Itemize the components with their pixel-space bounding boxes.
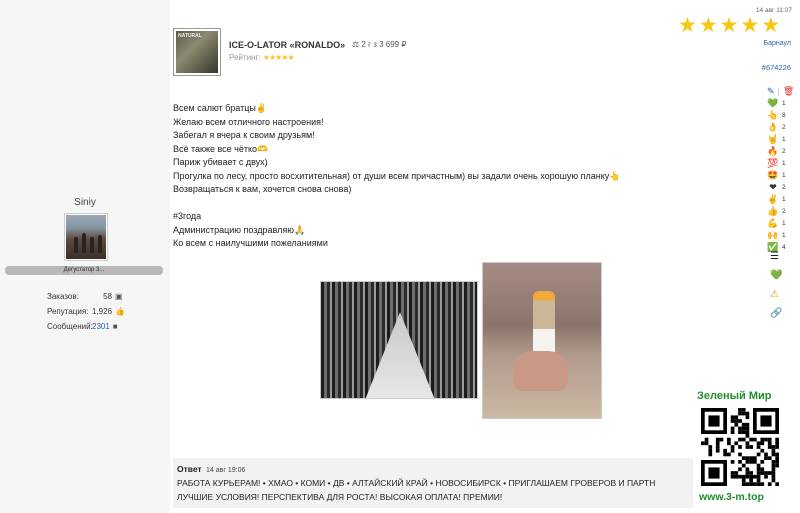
- promo-url: www.3-m.top: [699, 491, 764, 503]
- reaction-count: 1: [782, 159, 786, 167]
- reply-block: [173, 458, 693, 508]
- author-panel: [0, 0, 170, 513]
- reaction-item[interactable]: [767, 133, 794, 145]
- message-line: Желаю всем отличного настроения!: [173, 116, 324, 127]
- reaction-emoji-icon: 🤩: [767, 169, 779, 180]
- product-title[interactable]: ICE-O-LATOR «RONALDO»: [229, 40, 346, 50]
- reaction-item[interactable]: [767, 97, 794, 109]
- reaction-emoji-icon: 💪: [767, 217, 779, 228]
- reaction-emoji-icon: 🤘: [767, 133, 779, 144]
- stat-value: 58: [103, 292, 112, 301]
- warning-icon[interactable]: ⚠: [770, 289, 779, 300]
- reaction-emoji-icon: 👍: [767, 205, 779, 216]
- post-rating-stars: [678, 15, 780, 36]
- reaction-item[interactable]: [767, 181, 794, 193]
- reaction-emoji-icon: 🔥: [767, 145, 779, 156]
- reaction-emoji-icon: ✅: [767, 241, 779, 252]
- reaction-item[interactable]: [767, 145, 794, 157]
- reaction-item[interactable]: [767, 157, 794, 169]
- stat-reputation: [47, 304, 125, 319]
- message-line: Администрацию поздравляю🙏: [173, 224, 306, 235]
- reaction-item[interactable]: [767, 121, 794, 133]
- star-icon: ★: [678, 14, 697, 37]
- reaction-count: 1: [782, 195, 786, 203]
- reaction-emoji-icon: 🙌: [767, 229, 779, 240]
- rating-label: Рейтинг:: [229, 53, 261, 62]
- reply-time: 14 авг 19:06: [206, 467, 246, 474]
- product-price: 2 г з 3 699 ₽: [361, 40, 407, 49]
- product-thumb-text: NATURAL: [178, 33, 202, 39]
- trash-icon[interactable]: 🗑: [782, 85, 795, 96]
- scale-icon: ⚖: [352, 40, 360, 49]
- reaction-item[interactable]: [767, 205, 794, 217]
- message-line: [173, 197, 620, 211]
- city-link[interactable]: Барнаул: [763, 40, 791, 47]
- reaction-emoji-icon: 💯: [767, 157, 779, 168]
- message-line: Возвращаться к вам, хочется снова снова): [173, 184, 352, 194]
- reply-label: Ответ: [177, 464, 202, 474]
- chat-icon: ■: [112, 322, 118, 331]
- author-stats: [47, 289, 125, 334]
- attached-photo-bottle[interactable]: [482, 262, 602, 419]
- reaction-emoji-icon: 💚: [767, 97, 779, 108]
- star-icon: ★: [698, 14, 718, 37]
- post-id-link[interactable]: #674226: [761, 63, 791, 72]
- stat-label: Заказов:: [47, 292, 79, 301]
- author-name[interactable]: Siniy: [74, 197, 96, 208]
- reaction-count: 1: [782, 99, 786, 107]
- message-line: Забегал я вчера к своим друзьям!: [173, 130, 315, 140]
- message-line: Всем салют братцы✌: [173, 103, 268, 113]
- message-line: Ко всем с наилучшими пожеланиями: [173, 238, 328, 248]
- stat-messages: [47, 319, 125, 334]
- reaction-count: 2: [782, 123, 786, 131]
- promo-watermark: [693, 388, 793, 508]
- reply-text-line: ЛУЧШИЕ УСЛОВИЯ! ПЕРСПЕКТИВА ДЛЯ РОСТА! ВЫСОКАЯ ОПЛАТА! ПРЕМИИ!: [177, 492, 503, 502]
- reaction-count: 1: [782, 171, 786, 179]
- rank-badge: Дегустатор 3...: [5, 266, 163, 275]
- avatar[interactable]: [64, 213, 108, 261]
- stat-label: Репутация:: [47, 307, 89, 316]
- reaction-emoji-icon: ❤: [769, 181, 777, 192]
- reaction-item[interactable]: [767, 169, 794, 181]
- reaction-count: 4: [782, 243, 786, 251]
- star-icon: ★: [740, 14, 760, 37]
- reaction-count: 1: [782, 231, 786, 239]
- reaction-emoji-icon: 👌: [767, 121, 779, 132]
- product-thumbnail[interactable]: [173, 28, 221, 76]
- star-icon: ★: [761, 14, 781, 37]
- pencil-icon[interactable]: ✎: [767, 85, 775, 96]
- attached-photo-tunnel[interactable]: [320, 281, 478, 399]
- rating-stars: ★★★★★: [262, 53, 294, 62]
- reaction-count: 8: [782, 111, 786, 119]
- list-icon[interactable]: ☰: [770, 251, 779, 262]
- message-line: Париж убивает с двух): [173, 157, 268, 167]
- qr-code-icon: [701, 408, 779, 486]
- reaction-item[interactable]: [767, 109, 794, 121]
- reaction-count: 2: [782, 147, 786, 155]
- reaction-item[interactable]: [767, 217, 794, 229]
- reply-header: [177, 464, 245, 474]
- message-line: Прогулка по лесу, просто восхитительная) от души всем причастным) вы задали очень хорошую планку👆: [173, 170, 621, 181]
- promo-title: Зеленый Мир: [697, 390, 772, 402]
- stat-value-link[interactable]: 2301: [92, 322, 110, 331]
- bag-icon: ▣: [115, 292, 123, 301]
- edit-controls: [767, 85, 794, 97]
- heart-icon[interactable]: 💚: [770, 270, 783, 281]
- reaction-column: [767, 85, 794, 253]
- reaction-emoji-icon: ✌: [767, 193, 779, 204]
- post-timestamp: 14 авг 11:07: [755, 7, 792, 14]
- link-icon[interactable]: 🔗: [770, 308, 783, 319]
- message-body: [173, 102, 620, 251]
- reaction-count: 1: [782, 135, 786, 143]
- reaction-count: 2: [782, 207, 786, 215]
- stat-label: Сообщений:: [47, 322, 93, 331]
- reaction-count: 1: [782, 219, 786, 227]
- product-rating: [229, 53, 294, 62]
- reply-text-line: РАБОТА КУРЬЕРАМ! • ХМАО • КОМИ • ДВ • АЛТАЙСКИЙ КРАЙ • НОВОСИБИРСК • ПРИГЛАШАЕМ ГРОВЕРОВ И ПАРТН: [177, 478, 656, 488]
- message-line: #3года: [173, 211, 202, 221]
- reaction-emoji-icon: 👆: [767, 109, 779, 120]
- product-meta: [352, 40, 406, 49]
- reaction-item[interactable]: [767, 229, 794, 241]
- thumbs-up-icon: 👍: [115, 307, 125, 316]
- stat-value: 1,926: [92, 307, 113, 316]
- stat-orders: [47, 289, 125, 304]
- reaction-count: 2: [782, 183, 786, 191]
- reaction-item[interactable]: [767, 193, 794, 205]
- message-line: Всё также все чётко🫶: [173, 143, 269, 154]
- star-icon: ★: [719, 14, 739, 37]
- divider: |: [777, 86, 780, 96]
